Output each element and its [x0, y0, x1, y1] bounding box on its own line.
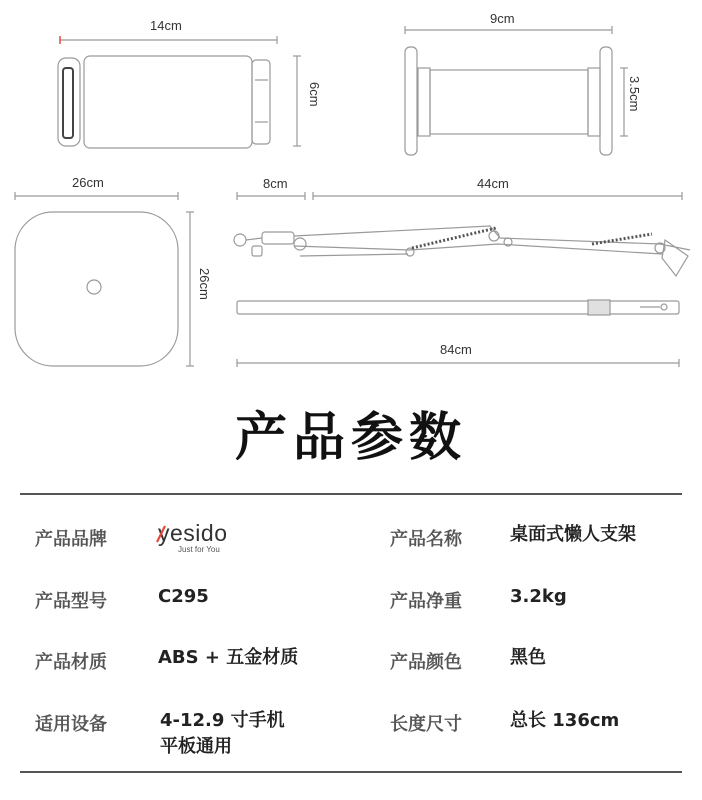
dim-label-arm-long: 44cm — [477, 176, 509, 191]
phone-holder-drawing — [58, 56, 270, 148]
spec-label-name: 产品名称 — [390, 529, 462, 550]
spec-value-length: 总长 136cm — [510, 710, 620, 731]
brand-logo-accent-icon — [155, 524, 167, 544]
top-divider — [20, 493, 682, 495]
spec-value-model: C295 — [158, 586, 209, 607]
spec-label-material: 产品材质 — [35, 652, 107, 673]
spec-value-color: 黑色 — [510, 647, 546, 668]
dim-label-holder-width: 14cm — [150, 18, 182, 33]
spec-value-name: 桌面式懒人支架 — [510, 524, 636, 545]
clamp-drawing — [405, 47, 612, 155]
rod-drawing — [237, 300, 679, 315]
spec-value-material: ABS + 五金材质 — [158, 647, 299, 668]
dim-label-clamp-width: 9cm — [490, 11, 515, 26]
dim-label-holder-height: 6cm — [307, 82, 322, 107]
dim-label-arm-short: 8cm — [263, 176, 288, 191]
base-drawing — [15, 212, 178, 366]
dim-label-base-depth: 26cm — [197, 268, 212, 300]
spec-label-color: 产品颜色 — [390, 652, 462, 673]
page-title: 产品参数 — [234, 408, 467, 468]
brand-logo — [158, 521, 248, 557]
bottom-divider — [20, 771, 682, 773]
dim-label-total-length: 84cm — [440, 342, 472, 357]
brand-logo-tagline: Just for You — [178, 545, 220, 554]
arm-drawing — [234, 226, 690, 276]
spec-value-weight: 3.2kg — [510, 586, 567, 607]
spec-label-weight: 产品净重 — [390, 591, 462, 612]
brand-logo-word: yesido — [158, 520, 228, 546]
spec-label-length: 长度尺寸 — [390, 714, 462, 735]
dim-label-clamp-height: 3.5cm — [627, 76, 642, 112]
spec-label-model: 产品型号 — [35, 591, 107, 612]
dim-label-base-width: 26cm — [72, 175, 104, 190]
spec-label-brand: 产品品牌 — [35, 529, 107, 550]
spec-value-devices: 4-12.9 寸手机 平板通用 — [160, 710, 285, 757]
spec-label-devices: 适用设备 — [35, 714, 107, 735]
